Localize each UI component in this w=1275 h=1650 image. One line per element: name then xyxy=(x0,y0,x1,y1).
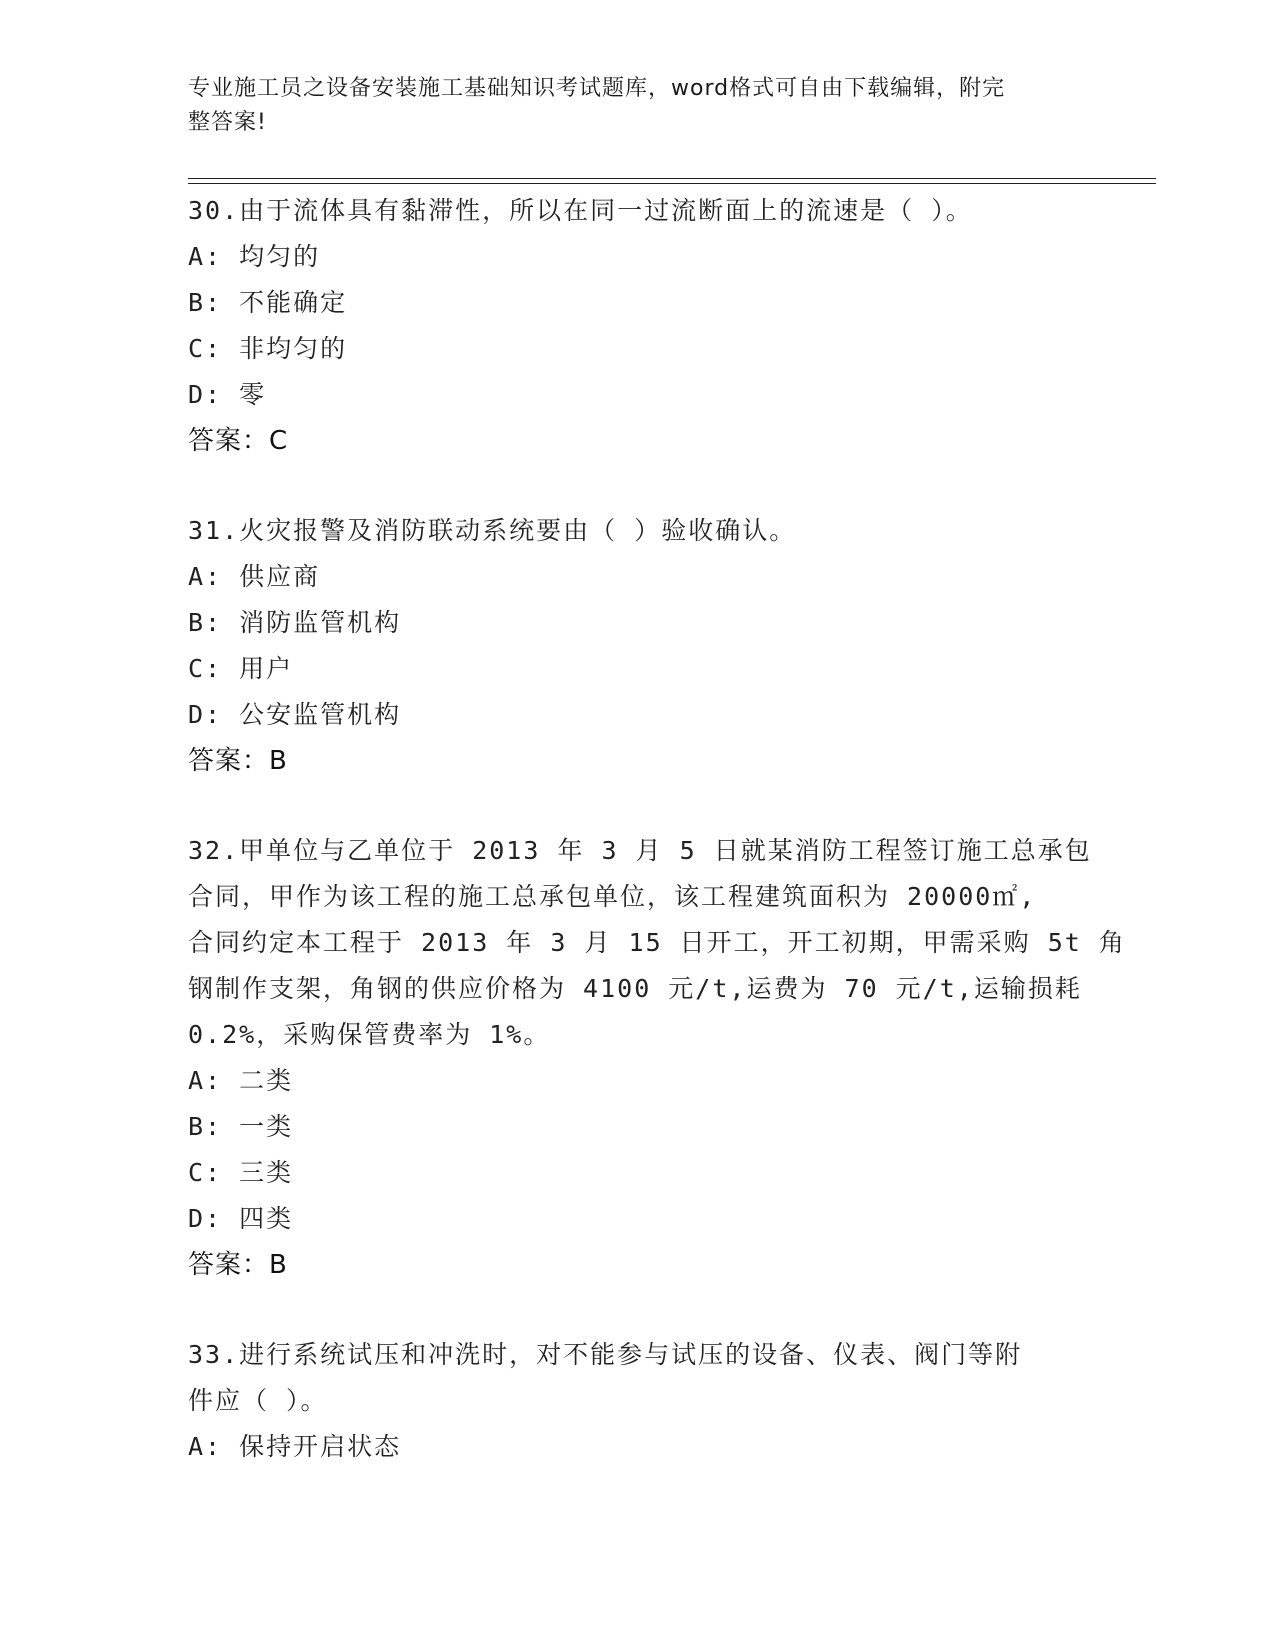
question-31 xyxy=(188,508,1088,784)
option-a: A: 二类 xyxy=(188,1066,294,1095)
question-stem: 30.由于流体具有黏滞性，所以在同一过流断面上的流速是（ ）。 xyxy=(188,196,973,225)
question-33 xyxy=(188,1332,1088,1470)
question-stem-line-1: 33.进行系统试压和冲洗时，对不能参与试压的设备、仪表、阀门等附 xyxy=(188,1340,1023,1369)
answer: 答案：B xyxy=(188,1250,288,1280)
header-divider-bottom xyxy=(188,183,1156,184)
option-c: C: 三类 xyxy=(188,1158,294,1187)
question-stem-line-5: 0.2%，采购保管费率为 1%。 xyxy=(188,1020,551,1049)
answer: 答案：B xyxy=(188,746,288,776)
answer: 答案：C xyxy=(188,426,289,456)
question-list xyxy=(188,188,1126,1470)
option-d: D: 零 xyxy=(188,380,267,409)
question-stem-line-4: 钢制作支架，角钢的供应价格为 4100 元/t,运费为 70 元/t,运输损耗 xyxy=(188,974,1082,1003)
option-d: D: 公安监管机构 xyxy=(188,700,402,729)
option-d: D: 四类 xyxy=(188,1204,294,1233)
option-b: B: 消防监管机构 xyxy=(188,608,402,637)
option-a: A: 均匀的 xyxy=(188,242,321,271)
question-stem-line-2: 合同，甲作为该工程的施工总承包单位，该工程建筑面积为 20000㎡, xyxy=(188,882,1037,911)
question-stem-line-2: 件应（ ）。 xyxy=(188,1386,328,1415)
option-b: B: 不能确定 xyxy=(188,288,348,317)
option-b: B: 一类 xyxy=(188,1112,294,1141)
option-c: C: 非均匀的 xyxy=(188,334,348,363)
header-divider-top xyxy=(188,178,1156,179)
header-title-line-2: 整答案! xyxy=(188,110,267,135)
option-a: A: 保持开启状态 xyxy=(188,1432,402,1461)
header-title-line-1: 专业施工员之设备安装施工基础知识考试题库，word格式可自由下载编辑，附完 xyxy=(188,76,1006,101)
question-30 xyxy=(188,188,1088,464)
question-stem-line-3: 合同约定本工程于 2013 年 3 月 15 日开工，开工初期，甲需采购 5t 角 xyxy=(188,928,1126,957)
question-32 xyxy=(188,828,1126,1288)
option-c: C: 用户 xyxy=(188,654,294,683)
option-a: A: 供应商 xyxy=(188,562,321,591)
question-stem-line-1: 32.甲单位与乙单位于 2013 年 3 月 5 日就某消防工程签订施工总承包 xyxy=(188,836,1092,865)
document-header xyxy=(188,72,1068,140)
question-stem: 31.火灾报警及消防联动系统要由（ ）验收确认。 xyxy=(188,516,797,545)
